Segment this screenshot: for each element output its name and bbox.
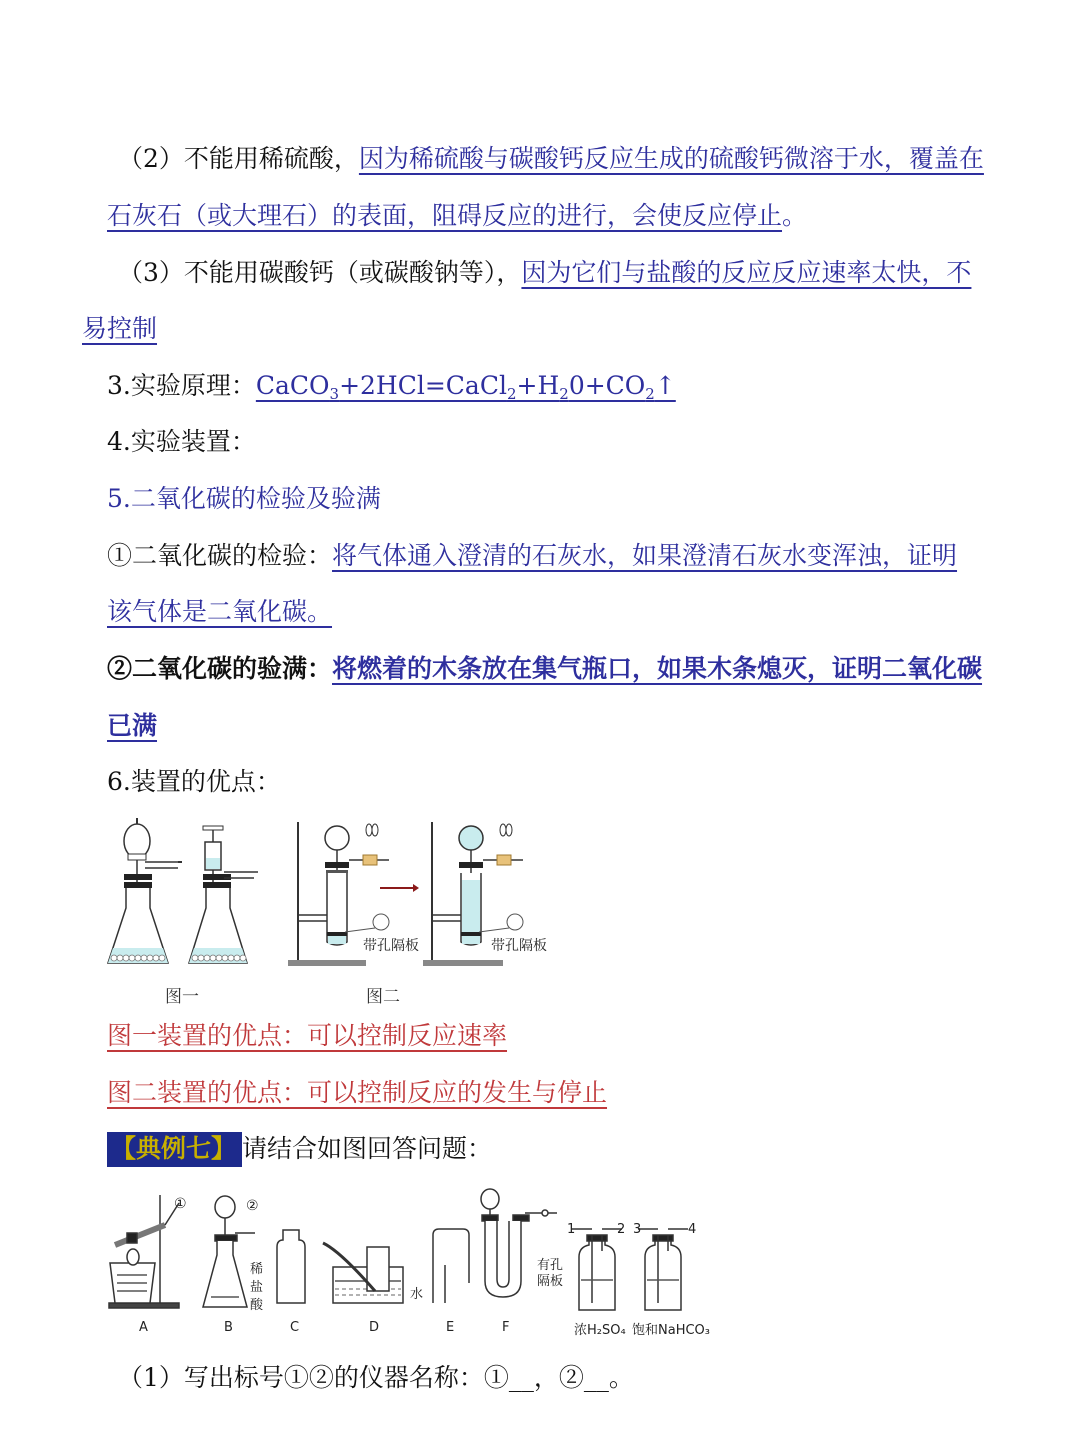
letter-b: B xyxy=(224,1320,233,1335)
water-label: 水 xyxy=(410,1287,424,1302)
apparatus-a xyxy=(109,1195,179,1308)
port-4: 4 xyxy=(688,1222,697,1237)
arrow-right-icon xyxy=(380,884,419,892)
plate-label-f-1: 有孔 xyxy=(537,1258,564,1273)
mark-1: ① xyxy=(174,1196,187,1212)
para-3-line-1 xyxy=(118,253,971,293)
plate-label-f-2: 隔板 xyxy=(537,1274,564,1289)
letter-d: D xyxy=(369,1320,380,1335)
acid-char-1: 稀 xyxy=(250,1262,264,1277)
principle-label: 3.实验原理： xyxy=(107,371,256,400)
example-prompt: 请结合如图回答问题： xyxy=(242,1134,493,1163)
para-2-line-2 xyxy=(107,196,807,236)
advantage-2: 图二装置的优点：可以控制反应的发生与停止 xyxy=(107,1078,608,1107)
example-line xyxy=(107,1129,492,1169)
para-2-reason-2: 石灰石（或大理石）的表面，阻碍反应的进行，会使反应停止 xyxy=(107,201,783,230)
para-3-reason-2: 易控制 xyxy=(82,314,158,343)
check-1-text-1: 将气体通入澄清的石灰水，如果澄清石灰水变浑浊，证明 xyxy=(332,541,958,570)
para-2-end: 。 xyxy=(782,201,808,230)
para-2-line-1 xyxy=(118,139,984,179)
check-1-line-2 xyxy=(107,592,332,632)
wash-bottle-1 xyxy=(572,1229,622,1310)
acid-char-2: 盐 xyxy=(250,1280,264,1295)
letter-e: E xyxy=(446,1320,455,1335)
check-2-line-1 xyxy=(107,649,982,689)
check-2-line-2 xyxy=(107,706,157,746)
check-1-text-2: 该气体是二氧化碳。 xyxy=(107,597,333,626)
para-2-lead: （2）不能用稀硫酸， xyxy=(118,144,359,173)
port-1: 1 xyxy=(567,1222,576,1237)
mark-2: ② xyxy=(246,1198,259,1214)
para-3-reason-1: 因为它们与盐酸的反应反应速率太快，不 xyxy=(521,258,972,287)
check-2-text-2: 已满 xyxy=(107,711,158,740)
flask-separatory-funnel xyxy=(108,818,182,963)
wash-bottle-2 xyxy=(638,1229,688,1310)
apparatus-c xyxy=(277,1230,305,1303)
bottle-2-label: 饱和NaHCO₃ xyxy=(632,1323,710,1338)
principle-equation: $CaCO_3+2HCl=CaCl_2+H_20+CO_2↑$ xyxy=(255,371,676,403)
advantages-label: 6.装置的优点： xyxy=(107,767,281,796)
bottle-1-label: 浓H₂SO₄ xyxy=(574,1323,626,1338)
question-1: （1）写出标号①②的仪器名称：①__，②__。 xyxy=(118,1363,634,1392)
apparatus-label: 4.实验装置： xyxy=(107,427,256,456)
apparatus-d xyxy=(323,1243,403,1303)
plate-label-2: 带孔隔板 xyxy=(491,938,547,954)
flask-syringe xyxy=(189,826,258,963)
port-2: 2 xyxy=(617,1222,626,1237)
example-tag: 【典例七】 xyxy=(107,1132,242,1167)
acid-char-3: 酸 xyxy=(250,1298,264,1313)
check-heading: 5.二氧化碳的检验及验满 xyxy=(107,484,381,513)
check-2-lead: ②二氧化碳的验满： xyxy=(107,654,333,683)
figure-1-caption: 图一 xyxy=(165,987,199,1007)
port-3: 3 xyxy=(633,1222,642,1237)
para-2-reason-1: 因为稀硫酸与碳酸钙反应生成的硫酸钙微溶于水，覆盖在 xyxy=(358,144,984,173)
para-3-lead: （3）不能用碳酸钙（或碳酸钠等）， xyxy=(118,258,522,287)
letter-a: A xyxy=(139,1320,148,1335)
letter-f: F xyxy=(502,1320,510,1335)
principle-line xyxy=(107,366,676,414)
advantage-1: 图一装置的优点：可以控制反应速率 xyxy=(107,1021,508,1050)
figure-2-caption: 图二 xyxy=(366,987,400,1007)
check-1-line-1 xyxy=(107,536,957,576)
apparatus-e xyxy=(433,1229,469,1303)
para-3-line-2 xyxy=(82,309,157,349)
letter-c: C xyxy=(290,1320,300,1335)
check-1-lead: ①二氧化碳的检验： xyxy=(107,541,333,570)
plate-label-1: 带孔隔板 xyxy=(363,938,419,954)
check-2-text-1: 将燃着的木条放在集气瓶口，如果木条熄灭，证明二氧化碳 xyxy=(332,654,983,683)
